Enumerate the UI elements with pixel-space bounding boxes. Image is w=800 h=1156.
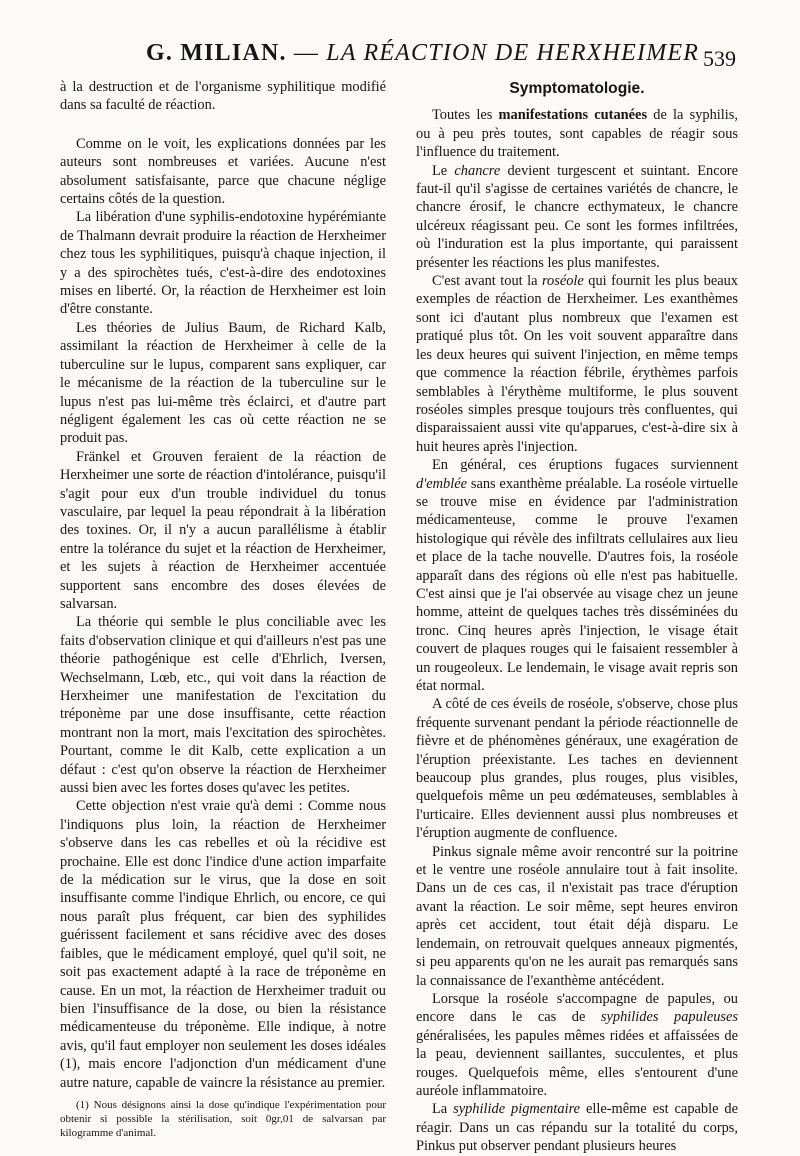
paragraph: à la destruction et de l'organisme syphilitique modifié dans sa faculté de réaction. <box>60 79 386 114</box>
paragraph <box>416 1100 738 1155</box>
page-number: 539 <box>703 46 736 71</box>
text-run: devient turgescent et suintant. Encore faut-il qu'il s'agisse de certaines variétés de chancre, le chancre érosif, le chancre ecthymateux, le chancre ulcéreux réagissant peu. Ce sont les formes infiltrées, où l'induration est la plus importante, qui paraissent présenter les réactions les plus manifestes. <box>416 162 738 271</box>
paragraph <box>416 106 738 161</box>
paragraph <box>416 272 738 456</box>
text-run: elle-même est capable de réagir. Dans un cas répandu sur la totalité du corps, Pinkus put observer pendant plusieurs heures <box>416 1101 739 1155</box>
paragraph: Fränkel et Grouven feraient de la réaction de Herxheimer une sorte de réaction d'intolérance, puisqu'il s'agit pour eux d'un trouble individuel du tonus vasculaire, par lequel la peau répondrait à la libération des toxines. Or, il n'y a aucun parallélisme à établir entre la tolérance du sujet et la réaction de Herxheimer, et les sujets à réaction de Herxheimer accentuée supportent sans encombre des doses élevées de salvarsan. <box>60 448 386 612</box>
right-column <box>416 78 738 1156</box>
paragraph <box>416 162 738 272</box>
italic-term: chancre <box>454 162 501 179</box>
text-run: La <box>432 1101 454 1118</box>
section-heading: Symptomatologie. <box>509 80 645 97</box>
paragraph: Les théories de Julius Baum, de Richard Kalb, assimilant la réaction de Herxheimer à celle de la tuberculine sur le lupus, comparent sans expliquer, car le mécanisme de la réaction de la tuberculine sur le lupus n'est pas lui-même très éclairci, et d'autre part négligent également les cas où cette réaction ne se produit pas. <box>60 319 386 447</box>
italic-term: d'emblée <box>416 475 468 492</box>
italic-term: roséole <box>541 273 584 290</box>
paragraph: A côté de ces éveils de roséole, s'observe, chose plus fréquente survenant pendant la période réactionnelle de fièvre et de phénomènes généraux, une exagération de l'éruption préexistante. Les taches en deviennent beaucoup plus grandes, plus rouges, plus visibles, quelquefois même un peu œdémateuses, semblables à l'urticaire. Elles deviennent aussi plus nombreuses et l'éruption augmente de confluence. <box>416 696 738 842</box>
left-column <box>60 78 386 1141</box>
article-title: LA RÉACTION DE HERXHEIMER <box>326 40 700 66</box>
paragraph <box>416 456 738 695</box>
paragraph: Comme on le voit, les explications données par les auteurs sont nombreuses et variées. Aucune n'est absolument satisfaisante, parce que chacune néglige certains côtés de la question. <box>60 135 386 208</box>
text-run: sans exanthème préalable. La roséole virtuelle se trouve mise en évidence par l'administration médicamenteuse, comme le prouve l'examen histologique qui révèle des infiltrats cellulaires aux lieu et place de la tache nouvelle. D'autres fois, la roséole apparaît dans des régions où elle n'est pas habituelle. C'est ainsi que je l'ai observée au visage chez un jeune homme, atteint de quelques taches très disséminées du tronc. Cinq heures après l'injection, le visage était couvert de plaques rouges qui le faisaient ressembler à un rougeoleux. Le lendemain, le visage avait repris son état normal. <box>416 475 738 694</box>
text-run: Lorsque la roséole s'accompagne de papules, ou encore dans le cas de <box>416 990 738 1026</box>
text-run: Le <box>432 162 455 179</box>
text-run: qui fournit les plus beaux exemples de réaction de Herxheimer. Les exanthèmes sont ici d'autant plus nombreux que l'examen est pratiqué plus tôt. On les voit souvent apparaître dans les deux heures qui suivent l'injection, en même temps que commence la réaction fébrile, érythèmes parfois semblables à l'érythème multiforme, le plus souvent roséoles simples presque toujours très confluentes, qui disparaissaient aussi vite qu'apparues, c'est-à-dire six à huit heures après l'injection. <box>416 273 738 455</box>
paragraph <box>416 990 738 1100</box>
text-run: généralisées, les papules mêmes ridées et affaissées de la peau, deviennent saillantes, succulentes, et plus rouges. Quelquefois même, elles s'entourent d'une auréole inflammatoire. <box>416 1027 738 1099</box>
text-run: C'est avant tout la <box>432 273 542 290</box>
footnote: (1) Nous désignons ainsi la dose qu'indique l'expérimentation pour obtenir si possible la stérilisation, soit 0gr,01 de salvarsan par kilogramme d'animal. <box>60 1098 386 1140</box>
bold-term: manifestations cutanées <box>498 107 648 124</box>
text-run: En général, ces éruptions fugaces surviennent <box>432 457 738 474</box>
running-title <box>146 40 706 67</box>
paragraph: La libération d'une syphilis-endotoxine hypérémiante de Thalmann devrait produire la réaction de Herxheimer chez tous les syphilitiques, puisqu'à chaque injection, il y a des spirochètes tués, c'est-à-dire des endotoxines mises en liberté. Or, la réaction de Herxheimer est loin d'être constante. <box>60 209 386 318</box>
running-header <box>60 40 740 74</box>
italic-term: syphilides papuleuses <box>600 1009 738 1026</box>
text-run: Toutes les <box>432 107 499 124</box>
text-run: de la syphilis, ou à peu près toutes, sont capables de réagir sous l'influence du traitement. <box>416 107 738 161</box>
paragraph: Pinkus signale même avoir rencontré sur la poitrine et le ventre une roséole annulaire tout à fait insolite. Dans un de ces cas, il n'existait pas trace d'éruption avant la réaction. Le soir même, sept heures environ après cet accident, tout était déjà disparu. Le lendemain, on retrouvait quelques anneaux pigmentés, si peu apparents qu'on ne les aurait pas remarqués sans la connaissance de l'exanthème antécédent. <box>416 843 738 989</box>
italic-term: syphilide pigmentaire <box>453 1101 581 1118</box>
paragraph: La théorie qui semble le plus conciliable avec les faits d'observation clinique et qui d'ailleurs n'est pas une théorie pathogénique est celle d'Ehrlich, Iversen, Wechselmann, Lœb, etc., qui voit dans la réaction de Herxheimer une manifestation de l'excitation du tréponème par une dose insuffisante, cette réaction montrant non la mort, mais l'excitation des spirochètes. Pourtant, comme le dit Kalb, cette explication a un défaut : c'est qu'on observe la réaction de Herxheimer aussi bien avec les fortes doses qu'avec les petites. <box>60 614 386 797</box>
paragraph: Cette objection n'est vraie qu'à demi : Comme nous l'indiquons plus loin, la réaction de Herxheimer s'observe dans les cas rebelles et où la récidive est prochaine. Elle est donc l'indice d'une action imparfaite de la médication sur le virus, que la dose en soit insuffisante comme l'indique Ehrlich, ou encore, ce qui nous paraît plus fréquent, car bien des syphilides guérissent facilement et sans récidive avec des doses faibles, que le médicament employé, quel qu'il soit, ne soit pas exactement adapté à la race de tréponème en cause. En un mot, la réaction de Herxheimer traduit ou bien l'insuffisance de la dose, ou bien la résistance médicamenteuse du tréponème. Elle indique, à notre avis, qu'il faut employer non seulement les doses idéales (1), mais encore l'adjonction d'un médicament d'une autre nature, capable de vaincre la résistance au premier. <box>60 798 386 1091</box>
title-dash: — <box>286 40 327 66</box>
author-name: G. MILIAN. <box>146 40 287 66</box>
